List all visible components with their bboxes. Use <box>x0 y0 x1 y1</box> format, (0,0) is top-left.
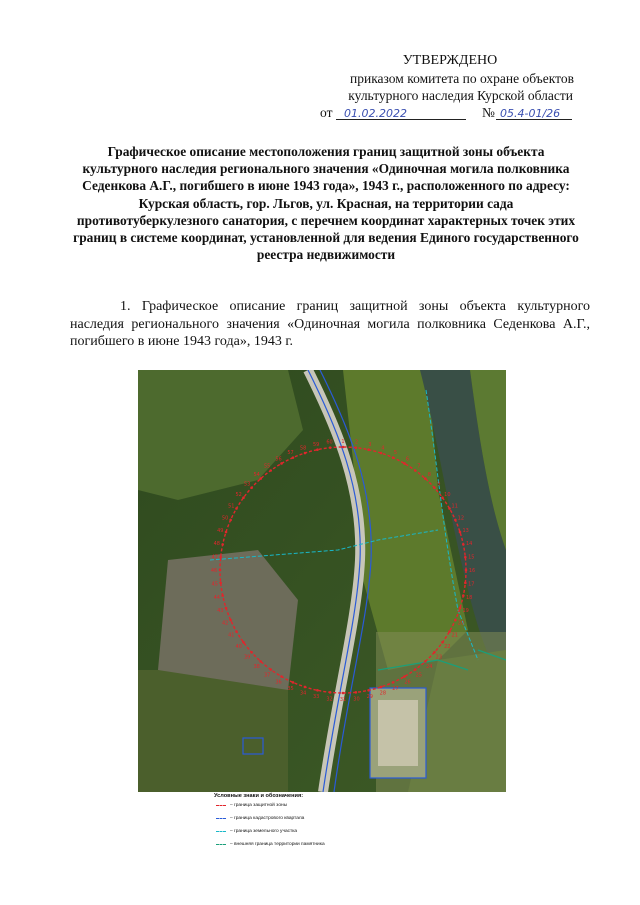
zone-point-label: 59 <box>312 441 320 448</box>
approval-number: 05.4-01/26 <box>500 107 561 120</box>
section-text: Графическое описание границ защитной зоны объекта культурного наследия регионального значения «Одиночная могила полковника Седенкова А.Г., погибшего в июне 1943 года», 1943 г. <box>70 299 590 349</box>
zone-point-label: 13 <box>462 528 469 535</box>
zone-point <box>403 675 406 678</box>
zone-point-label: 52 <box>235 492 242 499</box>
zone-point-label: 44 <box>213 594 221 601</box>
zone-point-label: 47 <box>211 554 218 561</box>
zone-point <box>280 462 283 465</box>
zone-point-label: 60 <box>326 439 333 446</box>
zone-point <box>414 469 417 472</box>
zone-point <box>342 446 345 449</box>
zone-point <box>280 675 283 678</box>
zone-point-label: 41 <box>228 632 235 639</box>
zone-point <box>225 531 228 534</box>
zone-point <box>462 594 465 597</box>
zone-point <box>367 448 370 451</box>
map-image <box>138 370 506 792</box>
zone-point-label: 35 <box>287 685 294 692</box>
zone-point <box>380 686 383 689</box>
zone-point-label: 43 <box>217 607 224 614</box>
zone-point <box>342 692 345 695</box>
zone-point-label: 54 <box>253 472 260 479</box>
zone-point-label: 10 <box>444 492 451 499</box>
zone-point <box>424 660 427 663</box>
zone-point-label: 19 <box>462 607 469 614</box>
zone-point-label: 7 <box>417 463 421 470</box>
approval-heading: УТВЕРЖДЕНО <box>402 53 498 68</box>
zone-point <box>235 507 238 510</box>
zone-point <box>316 689 319 692</box>
zone-point <box>355 691 358 694</box>
zone-point <box>392 456 395 459</box>
approval-stamp <box>300 52 600 121</box>
zone-point-label: 23 <box>435 654 443 661</box>
zone-point <box>424 477 427 480</box>
zone-point <box>392 681 395 684</box>
zone-point-label: 2 <box>354 439 359 446</box>
zone-point-label: 48 <box>213 541 221 548</box>
zone-point <box>229 619 232 622</box>
zone-point <box>459 531 462 534</box>
zone-point-label: 5 <box>393 450 398 457</box>
approval-date: 01.02.2022 <box>344 107 407 120</box>
zone-point <box>219 569 222 572</box>
zone-point-label: 38 <box>253 663 260 670</box>
zone-point-label: 57 <box>287 450 294 457</box>
zone-point <box>459 607 462 610</box>
zone-point <box>235 630 238 633</box>
zone-point <box>380 452 383 455</box>
zone-point <box>242 496 245 499</box>
zone-point <box>448 630 451 633</box>
zone-point <box>465 569 468 572</box>
zone-point <box>367 689 370 692</box>
zone-point-label: 27 <box>392 685 399 692</box>
zone-point-label: 16 <box>468 568 476 574</box>
zone-point <box>464 582 467 585</box>
legend-item-label: – граница земельного участка <box>230 829 298 834</box>
legend-item-label: – граница кадастрового квартала <box>230 816 305 821</box>
zone-point-label: 4 <box>381 445 385 452</box>
zone-point <box>316 448 319 451</box>
zone-point-label: 18 <box>465 594 473 601</box>
zone-point <box>329 446 332 449</box>
zone-point-label: 32 <box>326 696 333 703</box>
zone-point <box>219 556 222 559</box>
legend-item-label: – внешняя граница территории памятника <box>230 842 325 847</box>
zone-point <box>219 582 222 585</box>
zone-point-label: 9 <box>437 481 441 488</box>
zone-point <box>229 519 232 522</box>
zone-point-label: 28 <box>379 690 387 697</box>
zone-point-label: 26 <box>404 679 411 686</box>
zone-point-label: 20 <box>457 620 465 627</box>
legend-item-cadastral <box>214 812 484 825</box>
zone-point-label: 31 <box>339 697 347 703</box>
approval-line-2: культурного наследия Курской области <box>348 88 573 103</box>
section-number: 1. <box>120 299 131 314</box>
zone-point-label: 58 <box>299 445 307 452</box>
zone-point-label: 3 <box>368 441 372 448</box>
zone-point-label: 33 <box>312 694 320 701</box>
zone-point <box>225 607 228 610</box>
zone-point <box>292 681 295 684</box>
zone-point-label: 11 <box>451 503 458 510</box>
zone-point <box>304 686 307 689</box>
zone-point <box>250 486 253 489</box>
zone-point-label: 42 <box>221 620 229 627</box>
zone-point-label: 45 <box>211 581 218 588</box>
zone-point <box>454 519 457 522</box>
zone-point <box>221 594 224 597</box>
zone-point-label: 37 <box>263 672 271 679</box>
zone-point <box>329 691 332 694</box>
zone-point-label: 17 <box>468 581 475 588</box>
approval-date-line <box>300 104 600 121</box>
zone-point-label: 25 <box>415 672 423 679</box>
zone-point-label: 36 <box>275 679 282 686</box>
zone-point-label: 34 <box>299 690 307 697</box>
legend-item-zone <box>214 799 484 812</box>
zone-point-label: 1 <box>341 439 345 445</box>
legend-item-parcel <box>214 825 484 838</box>
zone-point-label: 30 <box>353 696 360 703</box>
zone-point-label: 29 <box>366 694 374 701</box>
zone-point <box>414 668 417 671</box>
zone-point-label: 49 <box>217 528 224 535</box>
zone-point-label: 56 <box>275 456 282 463</box>
number-label: № <box>482 105 495 120</box>
zone-point-label: 14 <box>465 541 473 548</box>
zone-point <box>355 446 358 449</box>
zone-point <box>269 668 272 671</box>
zone-point-label: 15 <box>468 554 475 561</box>
zone-point-label: 50 <box>221 515 229 522</box>
zone-point-label: 55 <box>263 463 271 470</box>
zone-point <box>292 456 295 459</box>
legend-item-label: – граница защитной зоны <box>230 803 288 808</box>
satellite-map <box>138 370 506 792</box>
zone-point <box>462 543 465 546</box>
zone-point <box>433 651 436 654</box>
zone-point <box>403 462 406 465</box>
zone-point <box>250 651 253 654</box>
zone-point-label: 24 <box>426 663 433 670</box>
zone-point <box>259 660 262 663</box>
from-label: от <box>320 105 333 120</box>
zone-point-label: 12 <box>457 515 465 522</box>
zone-point-label: 53 <box>243 481 251 488</box>
zone-point <box>304 452 307 455</box>
zone-point-label: 46 <box>210 568 218 574</box>
map-legend <box>214 793 484 851</box>
section-1 <box>70 298 590 351</box>
zone-point-label: 6 <box>405 456 410 463</box>
approval-line-1: приказом комитета по охране объектов <box>350 71 574 86</box>
legend-title: Условные знаки и обозначения: <box>214 793 304 799</box>
zone-point-label: 22 <box>444 643 451 650</box>
zone-point-label: 40 <box>235 643 242 650</box>
zone-point-label: 51 <box>228 503 235 510</box>
document-title: Графическое описание местоположения границ защитной зоны объекта культурного наследия регионального значения «Одиночная могила полковника Седенкова А.Г., погибшего в июне 1943 года», 1943 г., расположенного по адресу: Курская область, гор. Льгов, ул. Красная, на территории сада противотуберкулезного санатория, с перечнем координат характерных точек этих границ в системе координат, установленной для ведения Единого государственного реестра недвижимости <box>73 144 579 263</box>
zone-point-label: 8 <box>427 472 431 479</box>
zone-point <box>448 507 451 510</box>
zone-point <box>464 556 467 559</box>
zone-point-label: 39 <box>243 654 251 661</box>
zone-point <box>433 486 436 489</box>
zone-point-label: 21 <box>451 632 458 639</box>
legend-item-territory <box>214 838 484 851</box>
zone-point <box>242 641 245 644</box>
zone-point <box>454 619 457 622</box>
zone-point <box>221 543 224 546</box>
